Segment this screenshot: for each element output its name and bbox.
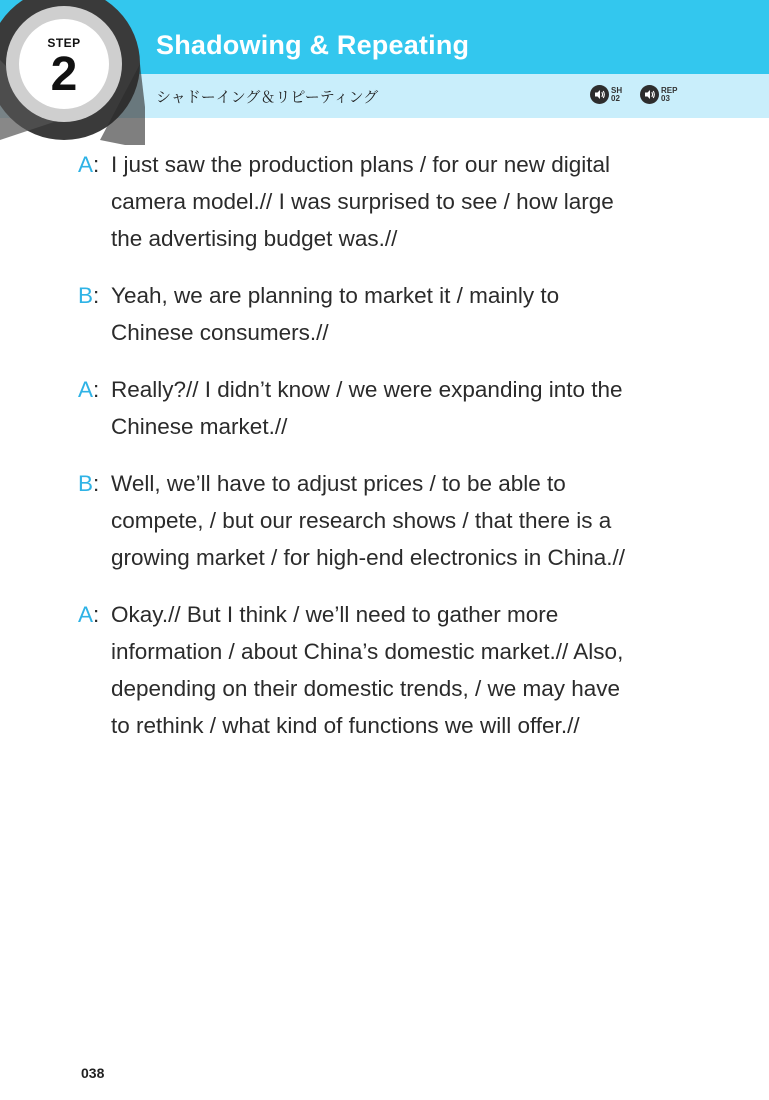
- track-label: [611, 87, 622, 103]
- dialogue-text-line: to rethink / what kind of functions we will offer.//: [111, 713, 580, 738]
- page-number: 038: [81, 1065, 105, 1081]
- dialogue-text-line: growing market / for high-end electronics in China.//: [111, 545, 625, 570]
- dialogue-line: [78, 465, 718, 576]
- track-number: 03: [661, 93, 670, 103]
- speaker-label: A:: [78, 152, 100, 177]
- dialogue-text-line: Well, we’ll have to adjust prices / to be able to: [111, 471, 566, 496]
- dialogue-line: [78, 596, 718, 744]
- speaker-label: B:: [78, 283, 100, 308]
- dialogue: [78, 146, 718, 764]
- dialogue-text-line: camera model.// I was surprised to see / how large: [111, 189, 614, 214]
- speaker-letter: A: [78, 602, 94, 627]
- dialogue-text-line: Yeah, we are planning to market it / mainly to: [111, 283, 560, 308]
- speaker-letter: A: [78, 377, 94, 402]
- speaker-label: A:: [78, 377, 100, 402]
- track-mode: SH: [611, 85, 623, 95]
- dialogue-text-line: Really?// I didn’t know / we were expanding into the: [111, 377, 623, 402]
- step-number: 2: [50, 48, 78, 101]
- page-subtitle: シャドーイング＆リピーティング: [156, 88, 379, 106]
- track-mode: REP: [661, 85, 678, 95]
- dialogue-text-line: Chinese market.//: [111, 414, 288, 439]
- dialogue-line: [78, 146, 718, 257]
- dialogue-line: [78, 277, 718, 351]
- speaker-letter: B: [78, 283, 94, 308]
- step-label: STEP: [47, 36, 81, 50]
- speaker-icon: [590, 85, 609, 104]
- dialogue-text-line: Okay.// But I think / we’ll need to gather more: [111, 602, 559, 627]
- speaker-icon: [640, 85, 659, 104]
- dialogue-text-line: I just saw the production plans / for our new digital: [111, 152, 611, 177]
- audio-track[interactable]: [590, 85, 622, 104]
- speaker-letter: A: [78, 152, 94, 177]
- dialogue-text-line: Chinese consumers.//: [111, 320, 329, 345]
- dialogue-text-line: depending on their domestic trends, / we may have: [111, 676, 621, 701]
- page-title: Shadowing & Repeating: [156, 30, 470, 60]
- dialogue-line: [78, 371, 718, 445]
- track-label: [661, 87, 677, 103]
- dialogue-text-line: the advertising budget was.//: [111, 226, 398, 251]
- dialogue-text-line: information / about China’s domestic market.// Also,: [111, 639, 624, 664]
- speaker-label: B:: [78, 471, 100, 496]
- dialogue-text-line: compete, / but our research shows / that there is a: [111, 508, 612, 533]
- track-number: 02: [611, 93, 620, 103]
- audio-track[interactable]: [640, 85, 677, 104]
- speaker-label: A:: [78, 602, 100, 627]
- speaker-letter: B: [78, 471, 94, 496]
